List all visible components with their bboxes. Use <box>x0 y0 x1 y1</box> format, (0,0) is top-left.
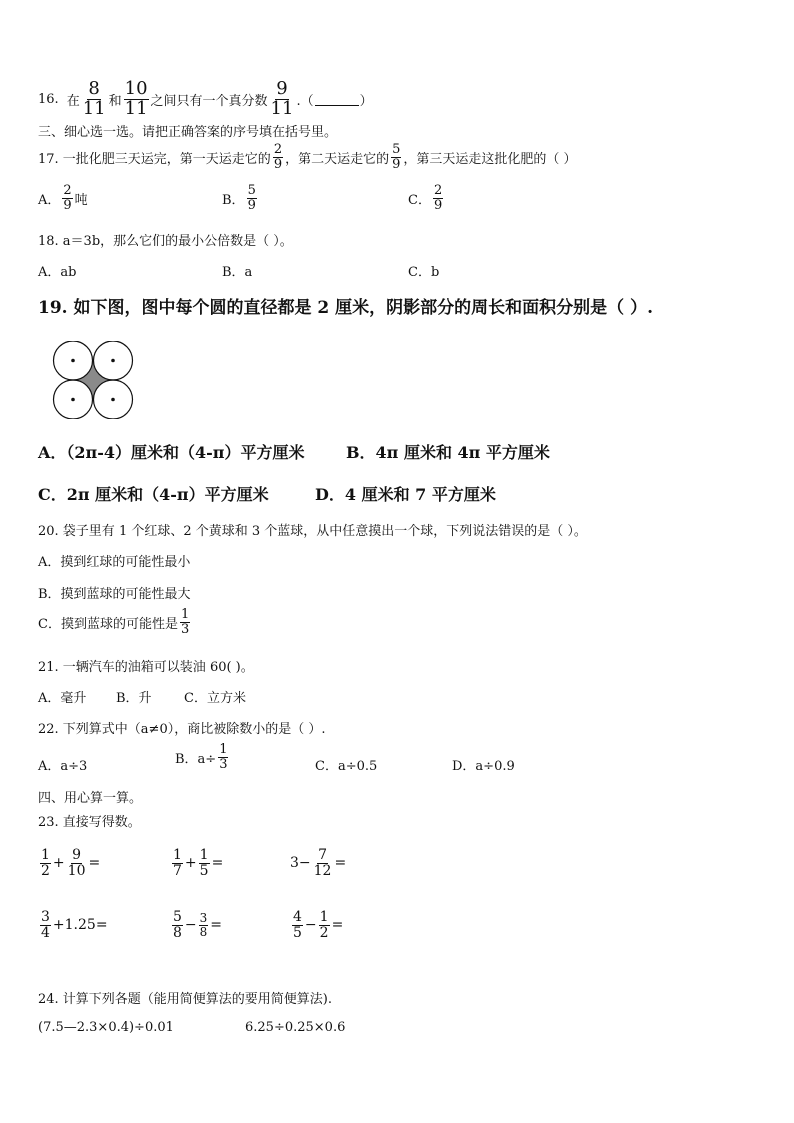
four-circles-figure <box>52 341 134 419</box>
q21-option-c: C．立方米 <box>184 691 246 706</box>
q19-option-d: D．4 厘米和 7 平方厘米 <box>315 485 496 504</box>
question-24-stem: 24. 计算下列各题（能用简便算法的要用简便算法). <box>38 992 333 1007</box>
fraction: $\frac{5}{8}$ <box>173 909 182 941</box>
q18-option-c: C．b <box>408 265 440 280</box>
fraction: $\frac{2}{9}$ <box>433 183 443 213</box>
q17-option-b: B． $\frac{5}{9}$ <box>222 183 256 213</box>
q23-expr-4: $\frac{3}{4}$ +1.25= <box>41 909 108 941</box>
q23-expr-5: $\frac{5}{8}$ − $\frac{3}{8}$ = <box>173 909 223 941</box>
fraction: $\frac{1}{2}$ <box>41 847 50 879</box>
fraction: $\frac{7}{12}$ <box>313 847 332 879</box>
fraction: $\frac{3}{4}$ <box>41 909 50 941</box>
fraction: $\frac{5}{9}$ <box>392 142 401 172</box>
q24-expr-1: (7.5—2.3×0.4)÷0.01 <box>38 1020 174 1035</box>
question-19-stem: 19. 如下图，图中每个圆的直径都是 2 厘米，阴影部分的周长和面积分别是（ ）. <box>38 298 653 318</box>
q22-option-d: D．a÷0.9 <box>452 759 515 774</box>
fraction: $\frac{1}{7}$ <box>173 847 182 879</box>
fraction: $\frac{10}{11}$ <box>124 78 148 119</box>
fraction: $\frac{2}{9}$ <box>63 183 72 213</box>
fraction: $\frac{1}{2}$ <box>319 909 329 941</box>
q21-option-a: A．毫升 <box>38 691 87 706</box>
q20-option-b: B．摸到蓝球的可能性最大 <box>38 587 191 602</box>
fraction: $\frac{3}{8}$ <box>199 911 208 939</box>
q21-option-b: B．升 <box>116 691 152 706</box>
q17-option-a: A． $\frac{2}{9}$ 吨 <box>38 183 88 213</box>
section-4-heading: 四、用心算一算。 <box>38 791 143 806</box>
q23-expr-3: 3− $\frac{7}{12}$ = <box>290 847 347 879</box>
q18-option-b: B．a <box>222 265 253 280</box>
question-20-stem: 20. 袋子里有 1 个红球、2 个黄球和 3 个蓝球，从中任意摸出一个球，下列说法错误的是（ ）。 <box>38 524 587 539</box>
question-16-number: 16. <box>38 91 59 107</box>
q17-option-c: C． $\frac{2}{9}$ <box>408 183 443 213</box>
question-18-stem: 18. a＝3b，那么它们的最小公倍数是（ ）。 <box>38 234 293 249</box>
q23-expr-6: $\frac{4}{5}$ − $\frac{1}{2}$ = <box>293 909 344 941</box>
fraction: $\frac{1}{3}$ <box>219 742 228 772</box>
fraction: $\frac{9}{11}$ <box>270 78 294 119</box>
question-22-stem: 22. 下列算式中（a≠0），商比被除数小的是（ ）. <box>38 722 326 737</box>
fraction: $\frac{4}{5}$ <box>293 909 302 941</box>
fraction: $\frac{1}{5}$ <box>199 847 209 879</box>
question-21-stem: 21. 一辆汽车的油箱可以装油 60( )。 <box>38 660 254 675</box>
q24-expr-2: 6.25÷0.25×0.6 <box>245 1020 346 1035</box>
q23-expr-2: $\frac{1}{7}$ + $\frac{1}{5}$ = <box>173 847 224 879</box>
fraction: $\frac{1}{3}$ <box>180 607 190 637</box>
question-23-stem: 23. 直接写得数。 <box>38 815 141 830</box>
fraction: $\frac{9}{10}$ <box>67 847 86 879</box>
question-17: 17. 一批化肥三天运完，第一天运走它的 $\frac{2}{9}$ ，第二天运走它的 $\frac{5}{9}$ ，第三天运走这批化肥的（ ） <box>38 142 577 172</box>
fraction: $\frac{2}{9}$ <box>273 142 283 172</box>
section-3-heading: 三、细心选一选。请把正确答案的序号填在括号里。 <box>38 125 338 140</box>
answer-blank <box>315 93 359 106</box>
q20-option-c: C．摸到蓝球的可能性是 $\frac{1}{3}$ <box>38 607 190 637</box>
q19-option-a: A．（2π-4）厘米和（4-π）平方厘米 <box>38 443 305 462</box>
q22-option-a: A．a÷3 <box>38 759 88 774</box>
fraction: $\frac{5}{9}$ <box>247 183 256 213</box>
q19-option-c: C．2π 厘米和（4-π）平方厘米 <box>38 485 269 504</box>
q18-option-a: A．ab <box>38 265 77 280</box>
question-16: 16. 在 $\frac{8}{11}$ 和 $\frac{10}{11}$ 之间只有一个真分数 $\frac{9}{11}$ .（ ） <box>38 78 373 119</box>
q22-option-c: C．a÷0.5 <box>315 759 378 774</box>
q20-option-a: A．摸到红球的可能性最小 <box>38 555 191 570</box>
q19-option-b: B．4π 厘米和 4π 平方厘米 <box>346 443 550 462</box>
fraction: $\frac{8}{11}$ <box>82 78 106 119</box>
q23-expr-1: $\frac{1}{2}$ + $\frac{9}{10}$ = <box>41 847 101 879</box>
q22-option-b: B．a÷ $\frac{1}{3}$ <box>175 742 228 772</box>
